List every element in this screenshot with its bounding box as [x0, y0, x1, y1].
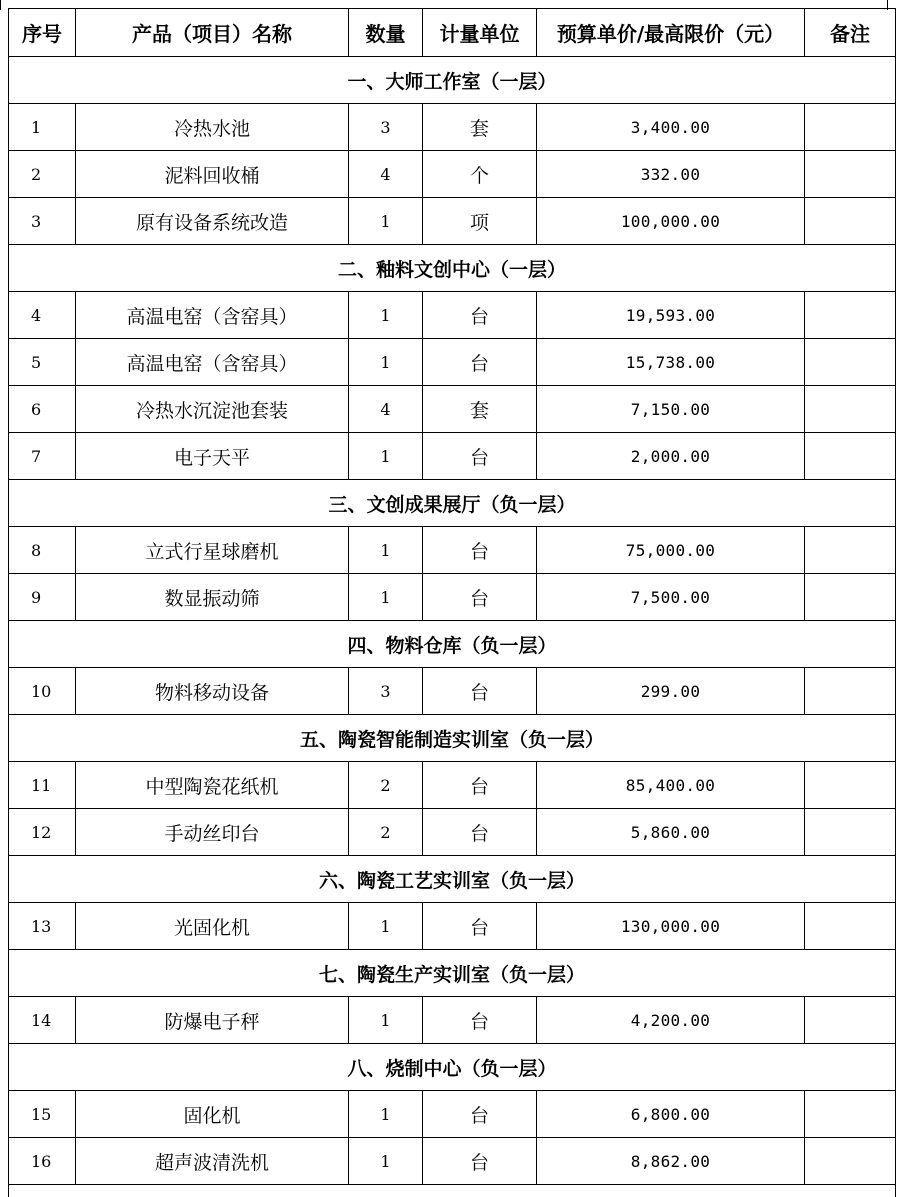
- cell-qty: 1: [349, 1138, 423, 1185]
- cell-note: [805, 527, 896, 574]
- cell-seq: 15: [9, 1091, 76, 1138]
- cell-unit: 台: [423, 668, 537, 715]
- cell-name: 物料移动设备: [76, 668, 349, 715]
- cell-note: [805, 574, 896, 621]
- cell-unit: 台: [423, 433, 537, 480]
- cell-price: 3,400.00: [537, 104, 805, 151]
- cell-name: 高温电窑（含窑具）: [76, 339, 349, 386]
- cell-name: 中型陶瓷花纸机: [76, 762, 349, 809]
- partial-cell: [349, 1185, 423, 1197]
- cell-unit: 台: [423, 997, 537, 1044]
- header-name: 产品（项目）名称: [76, 9, 349, 57]
- section-row: [9, 480, 896, 527]
- cell-note: [805, 433, 896, 480]
- section-row: [9, 950, 896, 997]
- header-seq: 序号: [9, 9, 76, 57]
- cell-qty: 1: [349, 198, 423, 245]
- partial-cell: [423, 1185, 537, 1197]
- cell-qty: 1: [349, 574, 423, 621]
- section-row: [9, 715, 896, 762]
- cell-price: 75,000.00: [537, 527, 805, 574]
- cell-name: 原有设备系统改造: [76, 198, 349, 245]
- cell-price: 7,150.00: [537, 386, 805, 433]
- cell-unit: 台: [423, 527, 537, 574]
- cell-price: 8,862.00: [537, 1138, 805, 1185]
- cell-name: 冷热水池: [76, 104, 349, 151]
- table-row: [9, 668, 896, 715]
- section-title: 六、陶瓷工艺实训室（负一层）: [9, 856, 896, 903]
- cell-qty: 4: [349, 151, 423, 198]
- cell-price: 85,400.00: [537, 762, 805, 809]
- header-row: [9, 9, 896, 57]
- cell-seq: 3: [9, 198, 76, 245]
- table-row: [9, 433, 896, 480]
- cell-price: 6,800.00: [537, 1091, 805, 1138]
- page-edge-left: [0, 0, 1, 10]
- cell-name: 固化机: [76, 1091, 349, 1138]
- cell-price: 19,593.00: [537, 292, 805, 339]
- cell-unit: 套: [423, 386, 537, 433]
- cell-qty: 1: [349, 1091, 423, 1138]
- procurement-table: [8, 8, 896, 1197]
- cell-price: 7,500.00: [537, 574, 805, 621]
- cell-qty: 1: [349, 339, 423, 386]
- cell-note: [805, 668, 896, 715]
- cell-name: 立式行星球磨机: [76, 527, 349, 574]
- cell-seq: 8: [9, 527, 76, 574]
- cell-qty: 1: [349, 527, 423, 574]
- cell-note: [805, 386, 896, 433]
- cell-unit: 台: [423, 762, 537, 809]
- procurement-sheet: [8, 8, 895, 1197]
- table-row: [9, 1138, 896, 1185]
- table-row: [9, 527, 896, 574]
- cell-price: 299.00: [537, 668, 805, 715]
- cell-seq: 7: [9, 433, 76, 480]
- cell-unit: 台: [423, 903, 537, 950]
- cell-qty: 1: [349, 292, 423, 339]
- partial-cell: [76, 1185, 349, 1197]
- section-title: 二、釉料文创中心（一层）: [9, 245, 896, 292]
- cell-seq: 14: [9, 997, 76, 1044]
- cell-unit: 项: [423, 198, 537, 245]
- cell-seq: 2: [9, 151, 76, 198]
- table-row: [9, 903, 896, 950]
- cell-price: 5,860.00: [537, 809, 805, 856]
- table-row: [9, 809, 896, 856]
- cell-price: 100,000.00: [537, 198, 805, 245]
- cell-name: 光固化机: [76, 903, 349, 950]
- cell-note: [805, 1138, 896, 1185]
- cell-note: [805, 762, 896, 809]
- cell-price: 2,000.00: [537, 433, 805, 480]
- cell-unit: 台: [423, 1091, 537, 1138]
- cell-note: [805, 292, 896, 339]
- table-row: [9, 762, 896, 809]
- header-qty: 数量: [349, 9, 423, 57]
- cell-note: [805, 104, 896, 151]
- cell-qty: 3: [349, 668, 423, 715]
- partial-cell: [537, 1185, 805, 1197]
- cell-seq: 9: [9, 574, 76, 621]
- cell-qty: 1: [349, 903, 423, 950]
- cell-name: 冷热水沉淀池套装: [76, 386, 349, 433]
- cell-note: [805, 997, 896, 1044]
- cell-unit: 台: [423, 574, 537, 621]
- cell-seq: 11: [9, 762, 76, 809]
- cell-seq: 1: [9, 104, 76, 151]
- cell-name: 超声波清洗机: [76, 1138, 349, 1185]
- table-row: [9, 151, 896, 198]
- cell-name: 防爆电子秤: [76, 997, 349, 1044]
- table-body: [9, 57, 896, 1197]
- table-row: [9, 104, 896, 151]
- cell-name: 手动丝印台: [76, 809, 349, 856]
- cell-qty: 3: [349, 104, 423, 151]
- table-row: [9, 386, 896, 433]
- header-price: 预算单价/最高限价（元）: [537, 9, 805, 57]
- cell-unit: 套: [423, 104, 537, 151]
- cell-qty: 1: [349, 433, 423, 480]
- cell-name: 泥料回收桶: [76, 151, 349, 198]
- section-title: 四、物料仓库（负一层）: [9, 621, 896, 668]
- table-row: [9, 339, 896, 386]
- cell-seq: 13: [9, 903, 76, 950]
- section-title: 三、文创成果展厅（负一层）: [9, 480, 896, 527]
- cell-unit: 台: [423, 292, 537, 339]
- cell-note: [805, 903, 896, 950]
- table-row: [9, 292, 896, 339]
- table-row: [9, 198, 896, 245]
- section-row: [9, 245, 896, 292]
- section-title: 一、大师工作室（一层）: [9, 57, 896, 104]
- table-row: [9, 997, 896, 1044]
- cell-note: [805, 1091, 896, 1138]
- cell-seq: 16: [9, 1138, 76, 1185]
- header-unit: 计量单位: [423, 9, 537, 57]
- cell-qty: 4: [349, 386, 423, 433]
- section-row: [9, 621, 896, 668]
- cell-qty: 2: [349, 809, 423, 856]
- cell-note: [805, 151, 896, 198]
- partial-cell: [9, 1185, 76, 1197]
- cell-price: 130,000.00: [537, 903, 805, 950]
- table-row: [9, 1091, 896, 1138]
- table-row: [9, 574, 896, 621]
- section-title: 五、陶瓷智能制造实训室（负一层）: [9, 715, 896, 762]
- cell-note: [805, 339, 896, 386]
- cell-unit: 台: [423, 339, 537, 386]
- cell-seq: 6: [9, 386, 76, 433]
- cell-note: [805, 809, 896, 856]
- cell-name: 数显振动筛: [76, 574, 349, 621]
- cell-seq: 10: [9, 668, 76, 715]
- cell-unit: 台: [423, 1138, 537, 1185]
- partial-row: [9, 1185, 896, 1197]
- section-title: 七、陶瓷生产实训室（负一层）: [9, 950, 896, 997]
- cell-price: 332.00: [537, 151, 805, 198]
- section-row: [9, 57, 896, 104]
- header-note: 备注: [805, 9, 896, 57]
- cell-price: 4,200.00: [537, 997, 805, 1044]
- cell-note: [805, 198, 896, 245]
- cell-qty: 1: [349, 997, 423, 1044]
- cell-name: 电子天平: [76, 433, 349, 480]
- section-row: [9, 856, 896, 903]
- cell-name: 高温电窑（含窑具）: [76, 292, 349, 339]
- cell-seq: 4: [9, 292, 76, 339]
- partial-cell: [805, 1185, 896, 1197]
- cell-unit: 个: [423, 151, 537, 198]
- cell-seq: 5: [9, 339, 76, 386]
- cell-price: 15,738.00: [537, 339, 805, 386]
- cell-seq: 12: [9, 809, 76, 856]
- section-row: [9, 1044, 896, 1091]
- cell-qty: 2: [349, 762, 423, 809]
- cell-unit: 台: [423, 809, 537, 856]
- section-title: 八、烧制中心（负一层）: [9, 1044, 896, 1091]
